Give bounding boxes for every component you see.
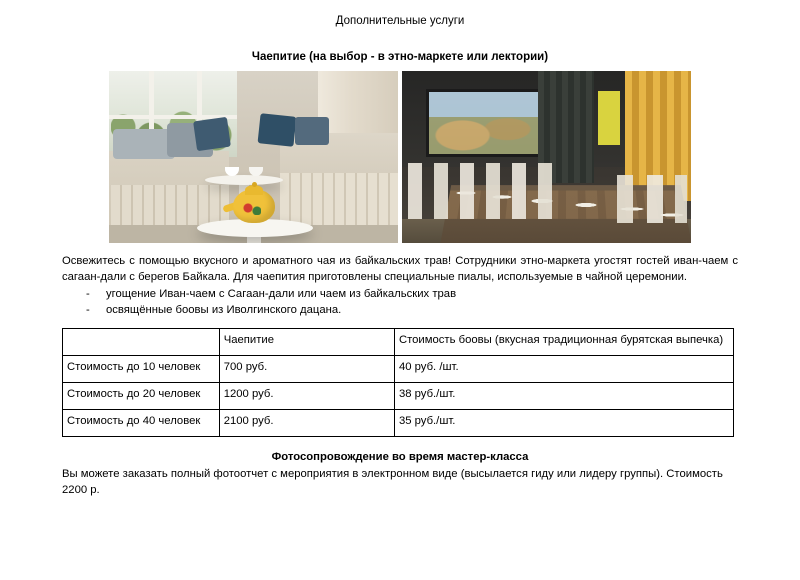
list-item: [86, 286, 738, 302]
table-cell: 700 руб.: [219, 356, 394, 383]
teapot-pattern-shape: [243, 203, 261, 215]
list-item-label: угощение Иван-чаем с Сагаан-дали или чаем из байкальских трав: [106, 288, 457, 301]
table-header-cell: Чаепитие: [219, 329, 394, 356]
tail-paragraph: Вы можете заказать полный фотоотчет с мероприятия в электронном виде (высылается гиду или лидеру группы). Стоимость 2200 р.: [62, 468, 723, 497]
table-cell: Стоимость до 10 человек: [63, 356, 220, 383]
intro-paragraph: Освежитесь с помощью вкусного и ароматного чая из байкальских трав! Сотрудники этно-маркета угостят гостей иван-чаем с сагаан-дали с берегов Байкала. Для чаепития приготовлены специальные пиалы, используемые в чайной церемонии.: [62, 255, 738, 284]
pillow-shape: [295, 117, 329, 145]
section-heading: Чаепитие (на выбор - в этно-маркете или лектории): [251, 51, 549, 63]
chairs-left-shape: [408, 163, 558, 243]
side-table-shape: [205, 175, 283, 185]
table-cell: Стоимость до 40 человек: [63, 410, 220, 437]
table-cell: 1200 руб.: [219, 383, 394, 410]
table-cell: 2100 руб.: [219, 410, 394, 437]
pillow-shape: [258, 113, 297, 147]
dash-icon: -: [86, 304, 90, 317]
table-cell: 40 руб. /шт.: [394, 356, 733, 383]
projector-screen-shape: [426, 89, 544, 157]
table-row: [63, 383, 734, 410]
table-cell: 38 руб./шт.: [394, 383, 733, 410]
table-header-cell: [63, 329, 220, 356]
bullet-list: [86, 286, 738, 318]
table-cell: 35 руб./шт.: [394, 410, 733, 437]
image-gallery: [0, 71, 800, 243]
table-row: [63, 410, 734, 437]
banner-shape: [598, 91, 620, 145]
list-item: [86, 302, 738, 318]
table-cell: Стоимость до 20 человек: [63, 383, 220, 410]
table-header-row: [63, 329, 734, 356]
table-header-cell: Стоимость боовы (вкусная традиционная бурятская выпечка): [394, 329, 733, 356]
photo-lecture-hall: [402, 71, 691, 243]
chairs-right-shape: [617, 175, 687, 243]
page-title: Дополнительные услуги: [335, 15, 465, 27]
photo-tea-room: [109, 71, 398, 243]
sub-heading: Фотосопровождение во время мастер-класса: [271, 451, 529, 464]
pillow-shape: [193, 117, 231, 151]
document-page: [0, 15, 800, 580]
table-row: [63, 356, 734, 383]
pricing-table: [62, 328, 734, 437]
projected-image-shape: [429, 92, 541, 154]
dash-icon: -: [86, 288, 90, 301]
cushion-shape: [113, 129, 175, 159]
list-item-label: освящённые боовы из Иволгинского дацана.: [106, 304, 342, 317]
teapot-knob-shape: [252, 182, 257, 187]
